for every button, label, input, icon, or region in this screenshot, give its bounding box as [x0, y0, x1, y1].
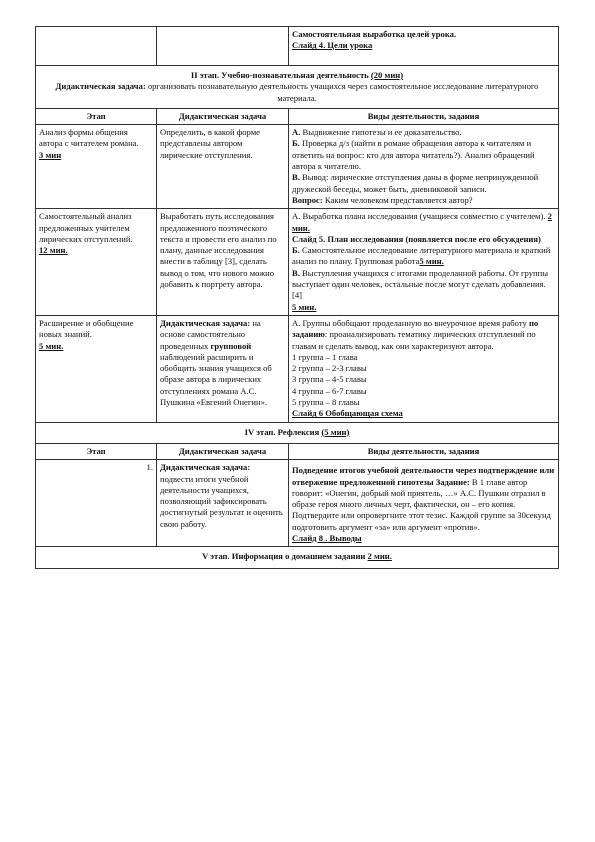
- stage4-title: IV этап. Рефлексия: [244, 426, 322, 437]
- row4-head: Подведение итогов учебной деятельности через подтверждение или отвержение предложенной гипотезы: [292, 465, 555, 487]
- row3-task-p1: на основе самостоятельно проведенных: [160, 317, 261, 351]
- stage4-time: (5 мин): [321, 426, 350, 437]
- row4-number: 1.: [146, 462, 153, 473]
- row3-time: 5 мин.: [39, 340, 64, 351]
- top-empty-cell-1: [36, 27, 157, 66]
- row1-stage-cell: [36, 125, 157, 209]
- row2-b-time: 5 мин.: [419, 256, 444, 267]
- row1-task-cell: [157, 125, 289, 209]
- row1-q-text: Каким человеком представляется автор?: [322, 194, 473, 205]
- stage2-task-text: организовать познавательную деятельность учащихся через самостоятельное исследование литературного материала.: [145, 81, 539, 103]
- row1-b-text: Проверка д/з (найти в романе обращения автора к читателям и ответить на вопрос: кто для автора читатель?). Анализ обращений автора к читателю.: [292, 138, 535, 172]
- row-lyrical-analysis: [36, 209, 559, 316]
- row-generalization: [36, 315, 559, 422]
- group-item: 4 группа – 6-7 главы: [292, 385, 367, 396]
- row1-v-label: В.: [292, 172, 300, 183]
- stage5-time: 2 мин.: [367, 551, 392, 562]
- row3-task-bold: групповой: [210, 340, 252, 351]
- row3-stage: Расширение и обобщение новых знаний.: [39, 317, 134, 340]
- row2-a-time: 2 мин.: [292, 211, 552, 233]
- row2-v-label: В.: [292, 267, 300, 278]
- stage4-cell: [36, 422, 559, 443]
- row1-a-label: А.: [292, 127, 301, 138]
- slide6-label: Слайд 6 Обобщающая схема: [292, 408, 403, 419]
- header-activities: Виды деятельности, задания: [289, 108, 559, 124]
- row2-time: 12 мин.: [39, 245, 68, 256]
- header-row-2: [36, 443, 559, 459]
- row4-z-text: В 1 главе автор говорит: «Онегин, добрый мой приятель, …» А.С. Пушкин отразил в образе героя много личных черт, фактически, он – его копия. Подтвердите или опровергните этот тезис. Каждой группе за 30секунд подготовить аргумент «за» или аргумент «против».: [292, 476, 551, 532]
- row1-time: 3 мин: [39, 149, 62, 160]
- row3-task-cell: [157, 315, 289, 422]
- row4-task-text: подвести итоги учебной деятельности учащихся, позволяющий зафиксировать достигнутый результат и оценить свою работу.: [160, 473, 283, 529]
- header-task: Дидактическая задача: [157, 108, 289, 124]
- row3-a-p2: : проанализировать тематику лирических отступлений по главам и сделать вывод, как они характеризуют автора.: [292, 329, 536, 351]
- row2-task-cell: [157, 209, 289, 316]
- top-empty-cell-2: [157, 27, 289, 66]
- group-item: 2 группа – 2-3 главы: [292, 363, 367, 374]
- row2-v-time: 5 мин.: [292, 301, 317, 312]
- top-goals-cell: [289, 27, 559, 66]
- header-activities-2: Виды деятельности, задания: [289, 443, 559, 459]
- row2-stage: Самостоятельный анализ предложенных учителем лирических отступлений.: [39, 211, 133, 244]
- group-item: 5 группа – 8 главы: [292, 397, 360, 408]
- row3-stage-cell: [36, 315, 157, 422]
- stage5-title: V этап. Информация о домашнем задании: [202, 551, 368, 562]
- row3-task-label: Дидактическая задача:: [160, 317, 251, 328]
- row2-v-text: Выступления учащихся с итогами проделанной работы. От группы выступает один человек, остальные после могут сделать добавления. [4]: [292, 267, 548, 301]
- stage5-cell: [36, 547, 559, 568]
- lesson-plan-table: [35, 26, 559, 569]
- row4-activities-cell: [289, 460, 559, 547]
- row1-b-label: Б.: [292, 138, 300, 149]
- row1-stage: Анализ формы общения автора с читателем романа.: [39, 127, 139, 149]
- top-row: [36, 27, 559, 66]
- slide8-label: Слайд 8 . Выводы: [292, 532, 362, 543]
- row1-activities-cell: [289, 125, 559, 209]
- row2-a-text: А. Выработка плана исследования (учащиеся совместно с учителем).: [292, 211, 548, 222]
- row2-stage-cell: [36, 209, 157, 316]
- row1-a-text: Выдвижение гипотезы и ее доказательство.: [300, 127, 462, 138]
- stage2-row: [36, 66, 559, 109]
- row4-z-label: Задание:: [433, 476, 470, 487]
- header-task-2: Дидактическая задача: [157, 443, 289, 459]
- row4-number-cell: [36, 460, 157, 547]
- row-analysis-form: [36, 125, 559, 209]
- header-stage: Этап: [36, 108, 157, 124]
- slide5-label: Слайд 5. План исследования (появляется после его обсуждения): [292, 233, 541, 244]
- stage5-row: [36, 547, 559, 568]
- row3-activities-cell: [289, 315, 559, 422]
- row2-b-text: Самостоятельное исследование литературного материала и краткий анализ по плану. Групповая работа: [292, 245, 551, 267]
- group-item: 1 группа – 1 глава: [292, 351, 358, 362]
- row-reflection: [36, 460, 559, 547]
- row3-task-p2: наблюдений расширить и обобщить знания учащихся об образе автора в лирических отступлениях романа А.С. Пушкина «Евгений Онегин».: [160, 351, 272, 408]
- row3-a-bold: по заданию: [292, 317, 539, 340]
- row4-task-cell: [157, 460, 289, 547]
- row4-task-label: Дидактическая задача:: [160, 462, 251, 473]
- row2-activities-cell: [289, 209, 559, 316]
- group-item: 3 группа – 4-5 главы: [292, 374, 367, 385]
- top-line1: Самостоятельная выработка целей урока.: [292, 29, 457, 39]
- row1-q-label: Вопрос:: [292, 194, 323, 205]
- stage2-cell: [36, 66, 559, 109]
- row1-v-text: Вывод: лирические отступления даны в форме непринужденной дружеской беседы, может быть, дневниковой записи.: [292, 172, 539, 194]
- row2-b-label: Б.: [292, 245, 300, 256]
- header-row-1: [36, 108, 559, 124]
- row1-task: Определить, в какой форме представлены автором лирические отступления.: [160, 127, 260, 160]
- stage2-time: (20 мин): [370, 70, 404, 80]
- stage4-row: [36, 422, 559, 443]
- stage2-task-label: Дидактическая задача:: [55, 81, 146, 92]
- header-stage-2: Этап: [36, 443, 157, 459]
- row2-task: Выработать путь исследования предложенного поэтического текста и провести его анализ по плану, данные исследования внести в таблицу [3], сделать вывод о том, что нового можно добавить к портрету автора.: [160, 211, 277, 290]
- row3-a-p1: А. Группы обобщают проделанную во внеурочное время работу: [292, 317, 529, 328]
- slide4-label: Слайд 4. Цели урока: [292, 40, 373, 51]
- stage2-title: II этап. Учебно-познавательная деятельность: [190, 70, 369, 80]
